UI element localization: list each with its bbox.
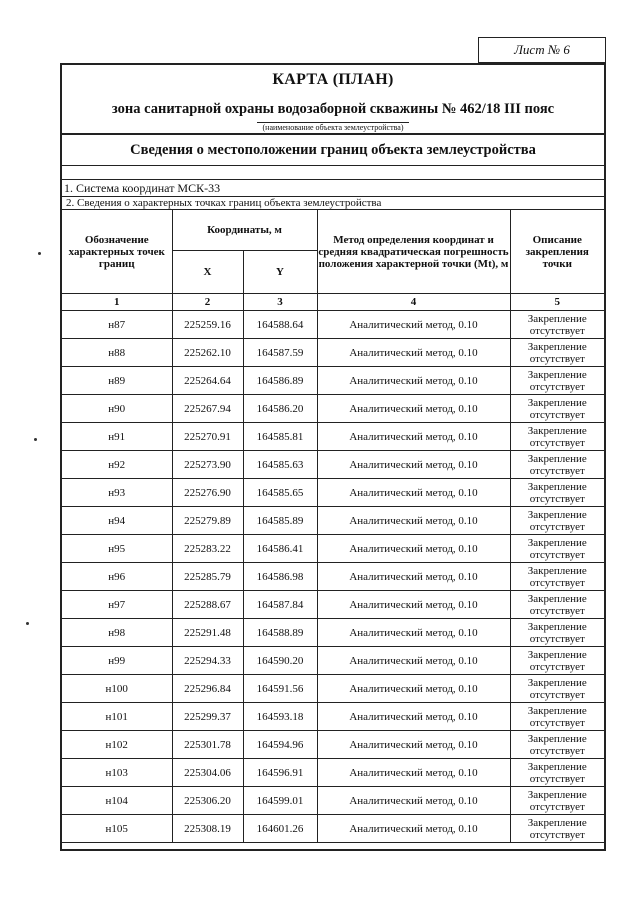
method-cell: Аналитический метод, 0.10 bbox=[317, 703, 510, 731]
page-title: КАРТА (ПЛАН) bbox=[272, 71, 394, 88]
x-cell: 225304.06 bbox=[172, 759, 243, 787]
point-cell: н96 bbox=[62, 563, 172, 591]
description-cell: Закрепление отсутствует bbox=[510, 675, 604, 703]
x-cell: 225291.48 bbox=[172, 619, 243, 647]
coordinate-system: 1. Система координат МСК-33 bbox=[62, 180, 604, 197]
y-cell: 164593.18 bbox=[243, 703, 317, 731]
method-cell: Аналитический метод, 0.10 bbox=[317, 479, 510, 507]
x-cell: 225285.79 bbox=[172, 563, 243, 591]
description-cell: Закрепление отсутствует bbox=[510, 591, 604, 619]
y-cell: 164586.20 bbox=[243, 395, 317, 423]
column-number: 4 bbox=[317, 294, 510, 311]
header-coordinates: Координаты, м bbox=[172, 210, 317, 251]
table-row bbox=[62, 591, 604, 619]
x-cell: 225308.19 bbox=[172, 815, 243, 843]
table-row bbox=[62, 507, 604, 535]
x-cell: 225299.37 bbox=[172, 703, 243, 731]
description-cell: Закрепление отсутствует bbox=[510, 535, 604, 563]
method-cell: Аналитический метод, 0.10 bbox=[317, 563, 510, 591]
y-cell: 164587.59 bbox=[243, 339, 317, 367]
y-cell: 164585.63 bbox=[243, 451, 317, 479]
description-cell: Закрепление отсутствует bbox=[510, 619, 604, 647]
column-number: 2 bbox=[172, 294, 243, 311]
x-cell: 225264.64 bbox=[172, 367, 243, 395]
description-cell: Закрепление отсутствует bbox=[510, 759, 604, 787]
method-cell: Аналитический метод, 0.10 bbox=[317, 787, 510, 815]
method-cell: Аналитический метод, 0.10 bbox=[317, 423, 510, 451]
method-cell: Аналитический метод, 0.10 bbox=[317, 759, 510, 787]
table-row bbox=[62, 675, 604, 703]
x-cell: 225301.78 bbox=[172, 731, 243, 759]
table-row bbox=[62, 731, 604, 759]
sheet-number: Лист № 6 bbox=[478, 37, 606, 63]
x-cell: 225306.20 bbox=[172, 787, 243, 815]
table-row bbox=[62, 787, 604, 815]
x-cell: 225267.94 bbox=[172, 395, 243, 423]
table-row bbox=[62, 451, 604, 479]
table-row bbox=[62, 563, 604, 591]
y-cell: 164588.64 bbox=[243, 311, 317, 339]
points-info: 2. Сведения о характерных точках границ объекта землеустройства bbox=[66, 197, 382, 209]
y-cell: 164587.84 bbox=[243, 591, 317, 619]
points-table bbox=[62, 209, 604, 843]
scan-speck bbox=[38, 252, 41, 255]
method-cell: Аналитический метод, 0.10 bbox=[317, 675, 510, 703]
table-row bbox=[62, 367, 604, 395]
point-cell: н104 bbox=[62, 787, 172, 815]
y-cell: 164599.01 bbox=[243, 787, 317, 815]
x-cell: 225270.91 bbox=[172, 423, 243, 451]
x-cell: 225259.16 bbox=[172, 311, 243, 339]
point-cell: н87 bbox=[62, 311, 172, 339]
description-cell: Закрепление отсутствует bbox=[510, 479, 604, 507]
x-cell: 225296.84 bbox=[172, 675, 243, 703]
header-method: Метод определения координат и средняя квадратическая погрешность положения характерной точки (Mt), м bbox=[317, 210, 510, 294]
table-row bbox=[62, 703, 604, 731]
point-cell: н88 bbox=[62, 339, 172, 367]
header-y: Y bbox=[243, 251, 317, 294]
point-cell: н90 bbox=[62, 395, 172, 423]
y-cell: 164601.26 bbox=[243, 815, 317, 843]
point-cell: н95 bbox=[62, 535, 172, 563]
method-cell: Аналитический метод, 0.10 bbox=[317, 367, 510, 395]
method-cell: Аналитический метод, 0.10 bbox=[317, 339, 510, 367]
point-cell: н92 bbox=[62, 451, 172, 479]
description-cell: Закрепление отсутствует bbox=[510, 311, 604, 339]
y-cell: 164590.20 bbox=[243, 647, 317, 675]
method-cell: Аналитический метод, 0.10 bbox=[317, 535, 510, 563]
point-cell: н102 bbox=[62, 731, 172, 759]
method-cell: Аналитический метод, 0.10 bbox=[317, 591, 510, 619]
header-x: X bbox=[172, 251, 243, 294]
method-cell: Аналитический метод, 0.10 bbox=[317, 507, 510, 535]
description-cell: Закрепление отсутствует bbox=[510, 787, 604, 815]
method-cell: Аналитический метод, 0.10 bbox=[317, 451, 510, 479]
y-cell: 164586.98 bbox=[243, 563, 317, 591]
point-cell: н100 bbox=[62, 675, 172, 703]
description-cell: Закрепление отсутствует bbox=[510, 451, 604, 479]
column-number: 5 bbox=[510, 294, 604, 311]
x-cell: 225262.10 bbox=[172, 339, 243, 367]
x-cell: 225279.89 bbox=[172, 507, 243, 535]
method-cell: Аналитический метод, 0.10 bbox=[317, 731, 510, 759]
description-cell: Закрепление отсутствует bbox=[510, 647, 604, 675]
description-cell: Закрепление отсутствует bbox=[510, 367, 604, 395]
method-cell: Аналитический метод, 0.10 bbox=[317, 815, 510, 843]
document-frame bbox=[60, 63, 606, 851]
scan-speck bbox=[34, 438, 37, 441]
point-cell: н94 bbox=[62, 507, 172, 535]
table-row bbox=[62, 759, 604, 787]
method-cell: Аналитический метод, 0.10 bbox=[317, 647, 510, 675]
y-cell: 164588.89 bbox=[243, 619, 317, 647]
scan-speck bbox=[26, 622, 29, 625]
y-cell: 164585.65 bbox=[243, 479, 317, 507]
table-row bbox=[62, 395, 604, 423]
header-designation: Обозначение характерных точек границ bbox=[62, 210, 172, 294]
point-cell: н101 bbox=[62, 703, 172, 731]
description-cell: Закрепление отсутствует bbox=[510, 395, 604, 423]
y-cell: 164585.81 bbox=[243, 423, 317, 451]
point-cell: н89 bbox=[62, 367, 172, 395]
method-cell: Аналитический метод, 0.10 bbox=[317, 619, 510, 647]
x-cell: 225276.90 bbox=[172, 479, 243, 507]
point-cell: н91 bbox=[62, 423, 172, 451]
y-cell: 164591.56 bbox=[243, 675, 317, 703]
spacer-row bbox=[62, 166, 604, 180]
point-cell: н105 bbox=[62, 815, 172, 843]
point-cell: н99 bbox=[62, 647, 172, 675]
table-row bbox=[62, 619, 604, 647]
table-row bbox=[62, 479, 604, 507]
point-cell: н97 bbox=[62, 591, 172, 619]
table-row bbox=[62, 535, 604, 563]
y-cell: 164596.91 bbox=[243, 759, 317, 787]
object-caption: (наименование объекта землеустройства) bbox=[257, 122, 410, 132]
header-description: Описание закрепления точки bbox=[510, 210, 604, 294]
description-cell: Закрепление отсутствует bbox=[510, 815, 604, 843]
point-cell: н93 bbox=[62, 479, 172, 507]
column-number: 3 bbox=[243, 294, 317, 311]
y-cell: 164586.41 bbox=[243, 535, 317, 563]
x-cell: 225283.22 bbox=[172, 535, 243, 563]
description-cell: Закрепление отсутствует bbox=[510, 563, 604, 591]
description-cell: Закрепление отсутствует bbox=[510, 507, 604, 535]
table-row bbox=[62, 815, 604, 843]
y-cell: 164594.96 bbox=[243, 731, 317, 759]
method-cell: Аналитический метод, 0.10 bbox=[317, 395, 510, 423]
table-row bbox=[62, 339, 604, 367]
description-cell: Закрепление отсутствует bbox=[510, 731, 604, 759]
y-cell: 164585.89 bbox=[243, 507, 317, 535]
y-cell: 164586.89 bbox=[243, 367, 317, 395]
section-title: Сведения о местоположении границ объекта землеустройства bbox=[62, 134, 604, 166]
point-cell: н103 bbox=[62, 759, 172, 787]
point-cell: н98 bbox=[62, 619, 172, 647]
description-cell: Закрепление отсутствует bbox=[510, 339, 604, 367]
table-row bbox=[62, 423, 604, 451]
x-cell: 225273.90 bbox=[172, 451, 243, 479]
page-subtitle: зона санитарной охраны водозаборной скважины № 462/18 III пояс bbox=[111, 101, 555, 117]
x-cell: 225294.33 bbox=[172, 647, 243, 675]
caption-row bbox=[62, 121, 604, 134]
description-cell: Закрепление отсутствует bbox=[510, 703, 604, 731]
x-cell: 225288.67 bbox=[172, 591, 243, 619]
description-cell: Закрепление отсутствует bbox=[510, 423, 604, 451]
method-cell: Аналитический метод, 0.10 bbox=[317, 311, 510, 339]
table-row bbox=[62, 311, 604, 339]
column-number: 1 bbox=[62, 294, 172, 311]
column-number-row bbox=[62, 294, 604, 311]
table-row bbox=[62, 647, 604, 675]
